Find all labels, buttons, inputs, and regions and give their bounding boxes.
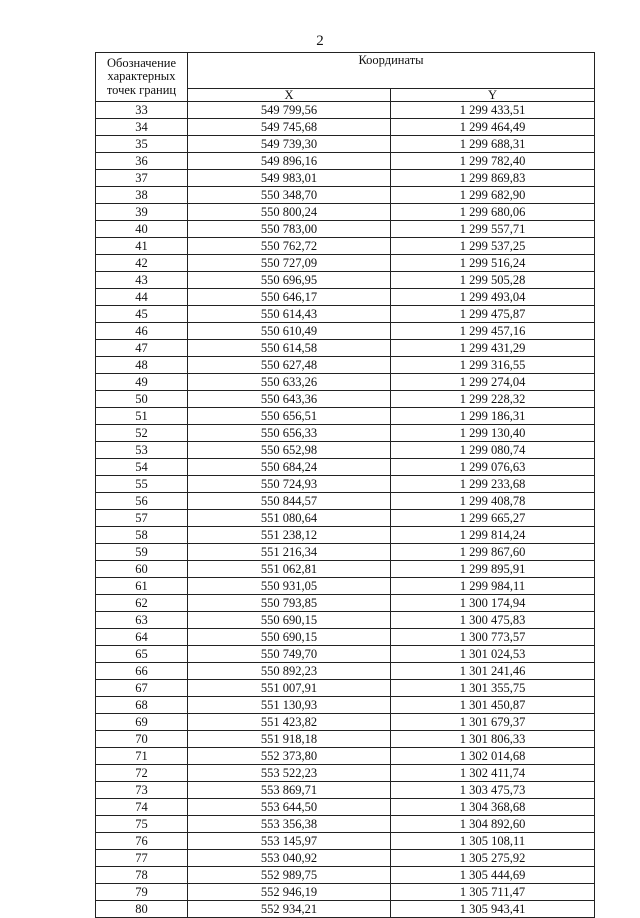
x-cell: 550 646,17	[188, 289, 391, 306]
x-cell: 550 643,36	[188, 391, 391, 408]
y-cell: 1 299 457,16	[391, 323, 595, 340]
point-cell: 64	[96, 629, 188, 646]
table-row	[96, 357, 595, 374]
point-cell: 61	[96, 578, 188, 595]
table-row	[96, 442, 595, 459]
point-cell: 70	[96, 731, 188, 748]
y-cell: 1 299 464,49	[391, 119, 595, 136]
table-row	[96, 527, 595, 544]
x-cell: 550 656,51	[188, 408, 391, 425]
point-cell: 74	[96, 799, 188, 816]
table-row	[96, 680, 595, 697]
x-cell: 553 522,23	[188, 765, 391, 782]
table-row	[96, 204, 595, 221]
table-row	[96, 833, 595, 850]
y-cell: 1 299 869,83	[391, 170, 595, 187]
x-cell: 552 373,80	[188, 748, 391, 765]
table-row	[96, 561, 595, 578]
point-cell: 33	[96, 102, 188, 119]
x-cell: 553 040,92	[188, 850, 391, 867]
x-cell: 551 238,12	[188, 527, 391, 544]
y-cell: 1 299 537,25	[391, 238, 595, 255]
point-cell: 50	[96, 391, 188, 408]
point-cell: 80	[96, 901, 188, 918]
table-row	[96, 374, 595, 391]
y-cell: 1 301 806,33	[391, 731, 595, 748]
table-row	[96, 187, 595, 204]
x-cell: 550 614,43	[188, 306, 391, 323]
x-cell: 550 783,00	[188, 221, 391, 238]
point-cell: 46	[96, 323, 188, 340]
x-cell: 550 724,93	[188, 476, 391, 493]
y-cell: 1 299 431,29	[391, 340, 595, 357]
x-cell: 550 727,09	[188, 255, 391, 272]
y-cell: 1 299 475,87	[391, 306, 595, 323]
y-cell: 1 305 711,47	[391, 884, 595, 901]
table-body	[96, 102, 595, 918]
y-cell: 1 299 233,68	[391, 476, 595, 493]
table-row	[96, 238, 595, 255]
y-cell: 1 305 943,41	[391, 901, 595, 918]
y-cell: 1 303 475,73	[391, 782, 595, 799]
x-cell: 550 793,85	[188, 595, 391, 612]
point-cell: 75	[96, 816, 188, 833]
x-cell: 549 745,68	[188, 119, 391, 136]
y-cell: 1 304 892,60	[391, 816, 595, 833]
y-cell: 1 301 024,53	[391, 646, 595, 663]
y-cell: 1 301 241,46	[391, 663, 595, 680]
point-cell: 67	[96, 680, 188, 697]
point-cell: 39	[96, 204, 188, 221]
x-cell: 553 356,38	[188, 816, 391, 833]
point-cell: 59	[96, 544, 188, 561]
point-cell: 63	[96, 612, 188, 629]
table-row	[96, 867, 595, 884]
y-cell: 1 301 450,87	[391, 697, 595, 714]
point-cell: 76	[96, 833, 188, 850]
point-cell: 52	[96, 425, 188, 442]
point-cell: 40	[96, 221, 188, 238]
x-cell: 551 007,91	[188, 680, 391, 697]
y-cell: 1 299 274,04	[391, 374, 595, 391]
y-cell: 1 305 444,69	[391, 867, 595, 884]
y-cell: 1 299 984,11	[391, 578, 595, 595]
point-cell: 62	[96, 595, 188, 612]
y-cell: 1 300 475,83	[391, 612, 595, 629]
table-row	[96, 731, 595, 748]
x-cell: 550 684,24	[188, 459, 391, 476]
table-row	[96, 578, 595, 595]
point-cell: 35	[96, 136, 188, 153]
table-row	[96, 340, 595, 357]
y-cell: 1 299 076,63	[391, 459, 595, 476]
point-cell: 51	[96, 408, 188, 425]
y-cell: 1 299 557,71	[391, 221, 595, 238]
table-row	[96, 476, 595, 493]
table-row	[96, 408, 595, 425]
x-cell: 553 869,71	[188, 782, 391, 799]
point-cell: 38	[96, 187, 188, 204]
table-row	[96, 323, 595, 340]
table-row	[96, 170, 595, 187]
x-cell: 550 931,05	[188, 578, 391, 595]
point-cell: 54	[96, 459, 188, 476]
y-cell: 1 300 773,57	[391, 629, 595, 646]
point-cell: 53	[96, 442, 188, 459]
header-x: X	[188, 89, 391, 102]
table-row	[96, 289, 595, 306]
y-cell: 1 301 679,37	[391, 714, 595, 731]
point-cell: 41	[96, 238, 188, 255]
x-cell: 553 145,97	[188, 833, 391, 850]
table-row	[96, 272, 595, 289]
point-cell: 42	[96, 255, 188, 272]
point-cell: 68	[96, 697, 188, 714]
x-cell: 551 130,93	[188, 697, 391, 714]
table-row	[96, 646, 595, 663]
y-cell: 1 299 688,31	[391, 136, 595, 153]
y-cell: 1 299 516,24	[391, 255, 595, 272]
x-cell: 550 749,70	[188, 646, 391, 663]
y-cell: 1 299 782,40	[391, 153, 595, 170]
point-cell: 36	[96, 153, 188, 170]
x-cell: 550 633,26	[188, 374, 391, 391]
table-row	[96, 544, 595, 561]
page-number: 2	[316, 33, 324, 49]
y-cell: 1 301 355,75	[391, 680, 595, 697]
x-cell: 550 844,57	[188, 493, 391, 510]
point-cell: 72	[96, 765, 188, 782]
point-cell: 60	[96, 561, 188, 578]
x-cell: 552 934,21	[188, 901, 391, 918]
point-cell: 49	[96, 374, 188, 391]
x-cell: 549 896,16	[188, 153, 391, 170]
x-cell: 552 946,19	[188, 884, 391, 901]
x-cell: 551 216,34	[188, 544, 391, 561]
point-cell: 48	[96, 357, 188, 374]
x-cell: 550 690,15	[188, 629, 391, 646]
point-cell: 65	[96, 646, 188, 663]
y-cell: 1 299 680,06	[391, 204, 595, 221]
y-cell: 1 305 275,92	[391, 850, 595, 867]
point-cell: 37	[96, 170, 188, 187]
point-cell: 45	[96, 306, 188, 323]
table-row	[96, 816, 595, 833]
point-cell: 78	[96, 867, 188, 884]
y-cell: 1 299 895,91	[391, 561, 595, 578]
point-cell: 69	[96, 714, 188, 731]
table-row	[96, 782, 595, 799]
header-designation: Обозначение характерных точек границ	[96, 53, 188, 102]
table-row	[96, 136, 595, 153]
x-cell: 551 918,18	[188, 731, 391, 748]
table-row	[96, 221, 595, 238]
y-cell: 1 305 108,11	[391, 833, 595, 850]
x-cell: 550 892,23	[188, 663, 391, 680]
x-cell: 551 423,82	[188, 714, 391, 731]
point-cell: 73	[96, 782, 188, 799]
x-cell: 550 627,48	[188, 357, 391, 374]
point-cell: 47	[96, 340, 188, 357]
table-row	[96, 510, 595, 527]
y-cell: 1 299 493,04	[391, 289, 595, 306]
y-cell: 1 299 867,60	[391, 544, 595, 561]
table-row	[96, 697, 595, 714]
table-row	[96, 663, 595, 680]
table-row	[96, 153, 595, 170]
coordinates-table	[95, 52, 595, 918]
x-cell: 549 739,30	[188, 136, 391, 153]
x-cell: 549 799,56	[188, 102, 391, 119]
x-cell: 550 348,70	[188, 187, 391, 204]
y-cell: 1 299 080,74	[391, 442, 595, 459]
table-row	[96, 255, 595, 272]
point-cell: 55	[96, 476, 188, 493]
table-row	[96, 595, 595, 612]
y-cell: 1 304 368,68	[391, 799, 595, 816]
table-row	[96, 119, 595, 136]
point-cell: 58	[96, 527, 188, 544]
table-row	[96, 459, 595, 476]
y-cell: 1 299 433,51	[391, 102, 595, 119]
x-cell: 550 614,58	[188, 340, 391, 357]
table-row	[96, 493, 595, 510]
x-cell: 551 080,64	[188, 510, 391, 527]
x-cell: 550 690,15	[188, 612, 391, 629]
point-cell: 56	[96, 493, 188, 510]
y-cell: 1 299 408,78	[391, 493, 595, 510]
table-row	[96, 799, 595, 816]
y-cell: 1 302 014,68	[391, 748, 595, 765]
y-cell: 1 299 682,90	[391, 187, 595, 204]
table-row	[96, 765, 595, 782]
table-row	[96, 391, 595, 408]
y-cell: 1 300 174,94	[391, 595, 595, 612]
header-coordinates: Координаты	[188, 53, 595, 89]
y-cell: 1 299 505,28	[391, 272, 595, 289]
y-cell: 1 299 130,40	[391, 425, 595, 442]
x-cell: 550 800,24	[188, 204, 391, 221]
x-cell: 550 762,72	[188, 238, 391, 255]
y-cell: 1 299 186,31	[391, 408, 595, 425]
point-cell: 34	[96, 119, 188, 136]
x-cell: 551 062,81	[188, 561, 391, 578]
x-cell: 552 989,75	[188, 867, 391, 884]
x-cell: 550 652,98	[188, 442, 391, 459]
x-cell: 550 610,49	[188, 323, 391, 340]
x-cell: 550 696,95	[188, 272, 391, 289]
table-row	[96, 425, 595, 442]
point-cell: 43	[96, 272, 188, 289]
table-row	[96, 714, 595, 731]
point-cell: 71	[96, 748, 188, 765]
point-cell: 66	[96, 663, 188, 680]
point-cell: 77	[96, 850, 188, 867]
y-cell: 1 299 316,55	[391, 357, 595, 374]
y-cell: 1 299 665,27	[391, 510, 595, 527]
table-row	[96, 612, 595, 629]
table-row	[96, 884, 595, 901]
header-y: Y	[391, 89, 595, 102]
point-cell: 79	[96, 884, 188, 901]
point-cell: 57	[96, 510, 188, 527]
y-cell: 1 299 228,32	[391, 391, 595, 408]
table-row	[96, 306, 595, 323]
point-cell: 44	[96, 289, 188, 306]
table-row	[96, 102, 595, 119]
table-row	[96, 901, 595, 918]
y-cell: 1 299 814,24	[391, 527, 595, 544]
x-cell: 553 644,50	[188, 799, 391, 816]
y-cell: 1 302 411,74	[391, 765, 595, 782]
x-cell: 550 656,33	[188, 425, 391, 442]
table-row	[96, 629, 595, 646]
table-row	[96, 748, 595, 765]
table-row	[96, 850, 595, 867]
x-cell: 549 983,01	[188, 170, 391, 187]
